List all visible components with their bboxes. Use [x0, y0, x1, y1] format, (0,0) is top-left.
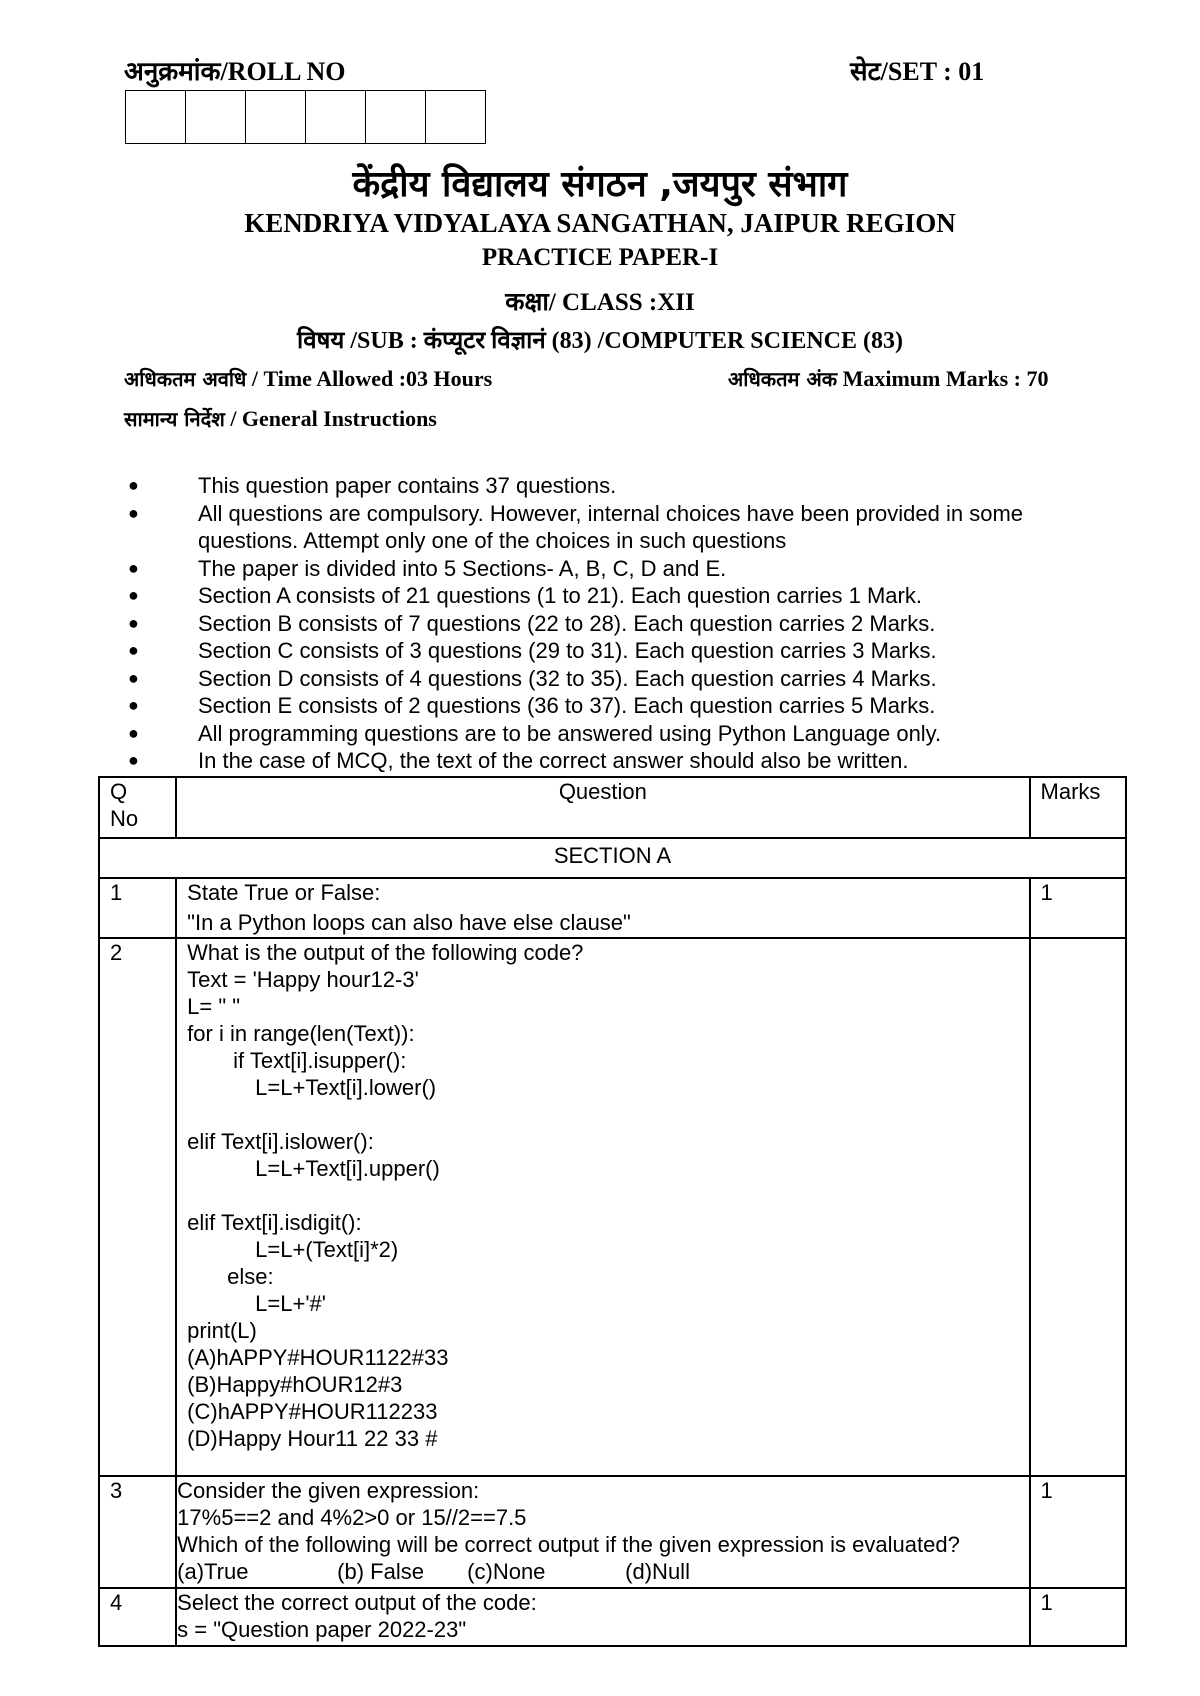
instruction-item: ● Section B consists of 7 questions (22 to 28). Each question carries 2 Marks. [128, 610, 936, 636]
maximum-marks-hindi: अधिकतम अंक [728, 367, 838, 391]
roll-box [126, 90, 186, 144]
general-instructions-english: / General Instructions [224, 406, 437, 431]
question-text: State True or False: "In a Python loops can also have else clause" [176, 878, 1029, 938]
bullet-icon: ● [128, 557, 139, 578]
bullet-icon: ● [128, 667, 139, 688]
question-text: What is the output of the following code? Text = 'Happy hour12-3' L= " " for i in range(len(Text)): if Text[i].isupper(): L=L+Text[i].lower() elif Text[i].islower(): L=L+Text[i].upper() elif Text[i].isdigit(): L=L+(Text[i]*2) else: L=L+'#' print(L) (A)hAPPY#HOUR1122#33 (B)Happy#hOUR12#3 (C)hAPPY#HOUR112233 (D)Happy Hour11 22 33 # [176, 938, 1029, 1476]
instruction-item: ● All programming questions are to be answered using Python Language only. [128, 720, 942, 746]
instructions-list [124, 472, 1124, 775]
header-q-no: Q No [99, 777, 176, 838]
question-number: 2 [99, 938, 176, 1476]
table-row [99, 938, 1126, 1476]
question-text: Consider the given expression: 17%5==2 and 4%2>0 or 15//2==7.5 Which of the following will be correct output if the given expression is evaluated? (a)True (b) False (c)None (d)Null [176, 1476, 1029, 1588]
question-marks [1030, 938, 1126, 1476]
question-number: 4 [99, 1588, 176, 1646]
table-row [99, 1588, 1126, 1646]
bullet-icon: ● [128, 695, 139, 715]
subject-line: विषय /SUB : कंप्यूटर विज्ञानं (83) /COMPUTER SCIENCE (83) [297, 328, 903, 354]
bullet-icon: ● [128, 722, 139, 743]
question-number: 1 [99, 878, 176, 938]
table-header-row [99, 777, 1126, 838]
instruction-item: ● In the case of MCQ, the text of the correct answer should also be written. [128, 748, 909, 773]
roll-box [186, 90, 246, 144]
time-allowed [124, 365, 492, 392]
instruction-item: ● Section E consists of 2 questions (36 to 37). Each question carries 5 Marks. [128, 693, 936, 718]
question-options: (a)True (b) False (c)None (d)Null [177, 1559, 690, 1584]
title-hindi: केंद्रीय विद्यालय संगठन ,जयपुर संभाग [352, 164, 848, 205]
instruction-item: ● Section C consists of 3 questions (29 to 31). Each question carries 3 Marks. [128, 638, 937, 663]
question-marks: 1 [1030, 1476, 1126, 1588]
question-marks: 1 [1030, 878, 1126, 938]
section-row [99, 838, 1126, 878]
paper-title: PRACTICE PAPER-I [481, 244, 719, 271]
header-question: Question [176, 777, 1029, 838]
table-row [99, 878, 1126, 938]
bullet-icon: ● [128, 475, 139, 495]
class-line: कक्षा/ CLASS :XII [505, 289, 695, 316]
general-instructions-hindi: सामान्य निर्देश [124, 407, 225, 431]
time-allowed-hindi: अधिकतम अवधि [124, 367, 247, 391]
roll-number-label: अनुक्रमांक/ROLL NO [124, 57, 346, 86]
question-marks: 1 [1030, 1588, 1126, 1646]
table-row [99, 1476, 1126, 1588]
instruction-item: ● All questions are compulsory. However, internal choices have been provided in some questions. Attempt only one of the choices in such questions [128, 500, 1024, 553]
header-marks: Marks [1030, 777, 1126, 838]
bullet-icon: ● [128, 502, 139, 523]
section-a-heading: SECTION A [99, 838, 1126, 878]
instruction-item: ● The paper is divided into 5 Sections- A, B, C, D and E. [128, 555, 727, 581]
instruction-item: ● This question paper contains 37 questions. [128, 473, 617, 498]
instruction-item: ● Section D consists of 4 questions (32 to 35). Each question carries 4 Marks. [128, 665, 937, 691]
question-number: 3 [99, 1476, 176, 1588]
roll-number-boxes [125, 90, 486, 144]
instruction-item: ● Section A consists of 21 questions (1 to 21). Each question carries 1 Mark. [128, 583, 922, 608]
set-number-label: सेट/SET : 01 [850, 57, 985, 86]
maximum-marks-english: Maximum Marks : 70 [837, 366, 1049, 391]
bullet-icon: ● [128, 612, 139, 633]
bullet-icon: ● [128, 750, 139, 770]
general-instructions-heading [124, 405, 437, 432]
question-text: Select the correct output of the code: s = "Question paper 2022-23" [176, 1588, 1029, 1646]
maximum-marks [728, 365, 1049, 392]
roll-box [246, 90, 306, 144]
bullet-icon: ● [128, 585, 139, 605]
title-english: KENDRIYA VIDYALAYA SANGATHAN, JAIPUR REGION [244, 208, 956, 238]
roll-box [426, 90, 486, 144]
time-allowed-english: / Time Allowed :03 Hours [246, 366, 493, 391]
bullet-icon: ● [128, 640, 139, 660]
question-table [98, 776, 1127, 1647]
roll-box [366, 90, 426, 144]
roll-box [306, 90, 366, 144]
